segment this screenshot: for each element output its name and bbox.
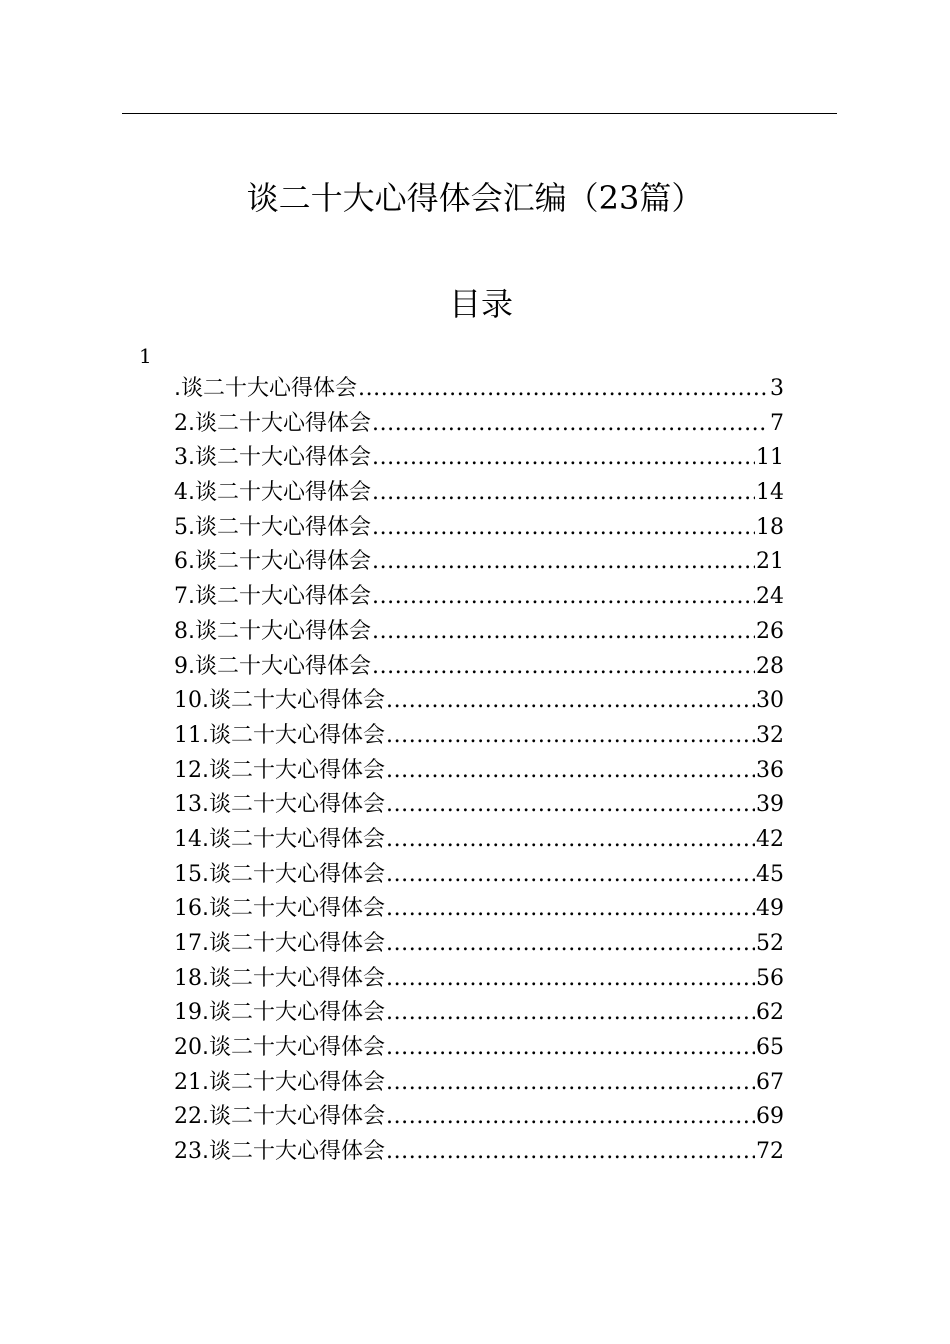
toc-stray-number: 1 bbox=[139, 344, 152, 368]
toc-entry-number: 6 bbox=[174, 549, 188, 575]
toc-dot-leader bbox=[372, 615, 755, 650]
document-title-suffix: 篇） bbox=[639, 179, 704, 217]
toc-heading: 目录 bbox=[448, 285, 513, 323]
toc-entry-number: 18 bbox=[174, 965, 202, 991]
toc-dot-leader bbox=[386, 823, 755, 858]
toc-entry[interactable] bbox=[174, 823, 784, 858]
toc-dot-leader bbox=[386, 788, 755, 823]
toc-entry-number: 7 bbox=[174, 584, 188, 610]
toc-entry-page: 24 bbox=[756, 584, 784, 610]
toc-entry[interactable] bbox=[174, 719, 784, 754]
document-title-count: 23 bbox=[598, 179, 640, 217]
toc-dot-leader bbox=[386, 996, 755, 1031]
toc-entry-number: 10 bbox=[174, 688, 202, 714]
toc-entry-number: 22 bbox=[174, 1104, 202, 1130]
toc-entry-page: 49 bbox=[756, 896, 784, 922]
toc-entry[interactable] bbox=[174, 996, 784, 1031]
toc-entry[interactable] bbox=[174, 1066, 784, 1101]
toc-entry-page: 18 bbox=[756, 514, 784, 540]
toc-entry-page: 67 bbox=[756, 1069, 784, 1095]
toc-entry-page: 32 bbox=[756, 722, 784, 748]
toc-entry-page: 30 bbox=[756, 688, 784, 714]
toc-dot-leader bbox=[386, 754, 755, 789]
toc-entry-title: .谈二十大心得体会 bbox=[202, 861, 385, 887]
toc-entry-page: 7 bbox=[770, 410, 784, 436]
toc-entry-number: 8 bbox=[174, 618, 188, 644]
toc-entry[interactable] bbox=[174, 615, 784, 650]
toc-entry-number: 19 bbox=[174, 1000, 202, 1026]
toc-entry[interactable] bbox=[174, 858, 784, 893]
toc-dot-leader bbox=[358, 372, 769, 407]
document-title bbox=[0, 176, 950, 220]
toc-entry-title: .谈二十大心得体会 bbox=[202, 757, 385, 783]
toc-entry-title: .谈二十大心得体会 bbox=[174, 376, 357, 401]
toc-entry-title: .谈二十大心得体会 bbox=[202, 688, 385, 714]
toc-entry-title: .谈二十大心得体会 bbox=[202, 826, 385, 852]
toc-entry-page: 52 bbox=[756, 931, 784, 956]
toc-entry-title: .谈二十大心得体会 bbox=[188, 618, 371, 644]
toc-entry[interactable] bbox=[174, 1031, 784, 1066]
toc-entry[interactable] bbox=[174, 754, 784, 789]
toc-entry-number: 17 bbox=[174, 931, 202, 956]
toc-entry-page: 28 bbox=[756, 653, 784, 679]
toc-entry-title: .谈二十大心得体会 bbox=[202, 1139, 385, 1165]
toc-entry[interactable] bbox=[174, 372, 784, 407]
toc-dot-leader bbox=[372, 476, 755, 511]
toc-entry-title: .谈二十大心得体会 bbox=[188, 584, 371, 610]
toc-entry-title: .谈二十大心得体会 bbox=[202, 1069, 385, 1095]
toc-dot-leader bbox=[372, 407, 769, 442]
toc-entry-number: 14 bbox=[174, 826, 202, 852]
toc-dot-leader bbox=[386, 892, 755, 927]
toc-dot-leader bbox=[386, 927, 755, 962]
toc-entry-title: .谈二十大心得体会 bbox=[202, 965, 385, 991]
toc-entry[interactable] bbox=[174, 684, 784, 719]
toc-entry-number: 3 bbox=[174, 445, 188, 471]
toc-dot-leader bbox=[386, 962, 755, 997]
toc-entry[interactable] bbox=[174, 892, 784, 927]
toc-entry[interactable] bbox=[174, 441, 784, 476]
toc-entry-page: 65 bbox=[756, 1035, 784, 1061]
toc-entry-title: .谈二十大心得体会 bbox=[202, 1035, 385, 1061]
toc-entry-page: 21 bbox=[756, 549, 784, 575]
toc-entry-page: 72 bbox=[756, 1139, 784, 1165]
toc-entry-page: 26 bbox=[756, 618, 784, 644]
toc-dot-leader bbox=[372, 441, 755, 476]
toc-dot-leader bbox=[386, 1066, 755, 1101]
toc-entry-number: 12 bbox=[174, 757, 202, 783]
toc-entry-page: 3 bbox=[770, 376, 784, 401]
toc-entry-page: 36 bbox=[756, 757, 784, 783]
toc-entry-title: .谈二十大心得体会 bbox=[202, 722, 385, 748]
toc-entry[interactable] bbox=[174, 650, 784, 685]
toc-list bbox=[174, 372, 784, 1170]
toc-dot-leader bbox=[372, 545, 755, 580]
toc-entry-page: 11 bbox=[756, 445, 784, 471]
toc-entry[interactable] bbox=[174, 476, 784, 511]
toc-dot-leader bbox=[386, 684, 755, 719]
toc-entry-title: .谈二十大心得体会 bbox=[188, 480, 371, 506]
toc-entry-title: .谈二十大心得体会 bbox=[202, 931, 385, 956]
toc-entry-number: 20 bbox=[174, 1035, 202, 1061]
toc-dot-leader bbox=[372, 511, 755, 546]
toc-entry[interactable] bbox=[174, 1100, 784, 1135]
toc-entry[interactable] bbox=[174, 927, 784, 962]
toc-entry-number: 2 bbox=[174, 410, 188, 436]
toc-entry-title: .谈二十大心得体会 bbox=[202, 1104, 385, 1130]
toc-entry-number: 15 bbox=[174, 861, 202, 887]
toc-entry[interactable] bbox=[174, 788, 784, 823]
toc-entry-title: .谈二十大心得体会 bbox=[202, 792, 385, 818]
document-title-text: 谈二十大心得体会汇编（ bbox=[246, 179, 599, 217]
toc-entry-page: 45 bbox=[756, 861, 784, 887]
toc-dot-leader bbox=[372, 580, 755, 615]
toc-entry[interactable] bbox=[174, 580, 784, 615]
toc-entry-number: 13 bbox=[174, 792, 202, 818]
toc-entry-page: 39 bbox=[756, 792, 784, 818]
toc-entry-number: 21 bbox=[174, 1069, 202, 1095]
toc-entry-number: 5 bbox=[174, 514, 188, 540]
toc-entry-title: .谈二十大心得体会 bbox=[188, 653, 371, 679]
toc-dot-leader bbox=[386, 1135, 755, 1170]
toc-entry-title: .谈二十大心得体会 bbox=[188, 514, 371, 540]
toc-dot-leader bbox=[386, 1100, 755, 1135]
toc-dot-leader bbox=[386, 1031, 755, 1066]
toc-entry-page: 42 bbox=[756, 826, 784, 852]
toc-entry[interactable] bbox=[174, 511, 784, 546]
toc-entry-title: .谈二十大心得体会 bbox=[188, 410, 371, 436]
toc-entry[interactable] bbox=[174, 962, 784, 997]
toc-entry-number: 9 bbox=[174, 653, 188, 679]
toc-entry-page: 14 bbox=[756, 480, 784, 506]
toc-entry-page: 56 bbox=[756, 965, 784, 991]
toc-dot-leader bbox=[386, 858, 755, 893]
toc-entry-title: .谈二十大心得体会 bbox=[202, 1000, 385, 1026]
toc-entry-number: 4 bbox=[174, 480, 188, 506]
toc-dot-leader bbox=[386, 719, 755, 754]
toc-entry-number: 11 bbox=[174, 722, 202, 748]
toc-entry-number: 16 bbox=[174, 896, 202, 922]
toc-entry-title: .谈二十大心得体会 bbox=[188, 549, 371, 575]
toc-entry-page: 62 bbox=[756, 1000, 784, 1026]
toc-entry-title: .谈二十大心得体会 bbox=[202, 896, 385, 922]
toc-entry-number: 23 bbox=[174, 1139, 202, 1165]
toc-entry[interactable] bbox=[174, 545, 784, 580]
header-rule bbox=[122, 113, 837, 114]
toc-dot-leader bbox=[372, 650, 755, 685]
toc-entry-title: .谈二十大心得体会 bbox=[188, 445, 371, 471]
toc-entry[interactable] bbox=[174, 407, 784, 442]
toc-entry[interactable] bbox=[174, 1135, 784, 1170]
toc-entry-page: 69 bbox=[756, 1104, 784, 1130]
